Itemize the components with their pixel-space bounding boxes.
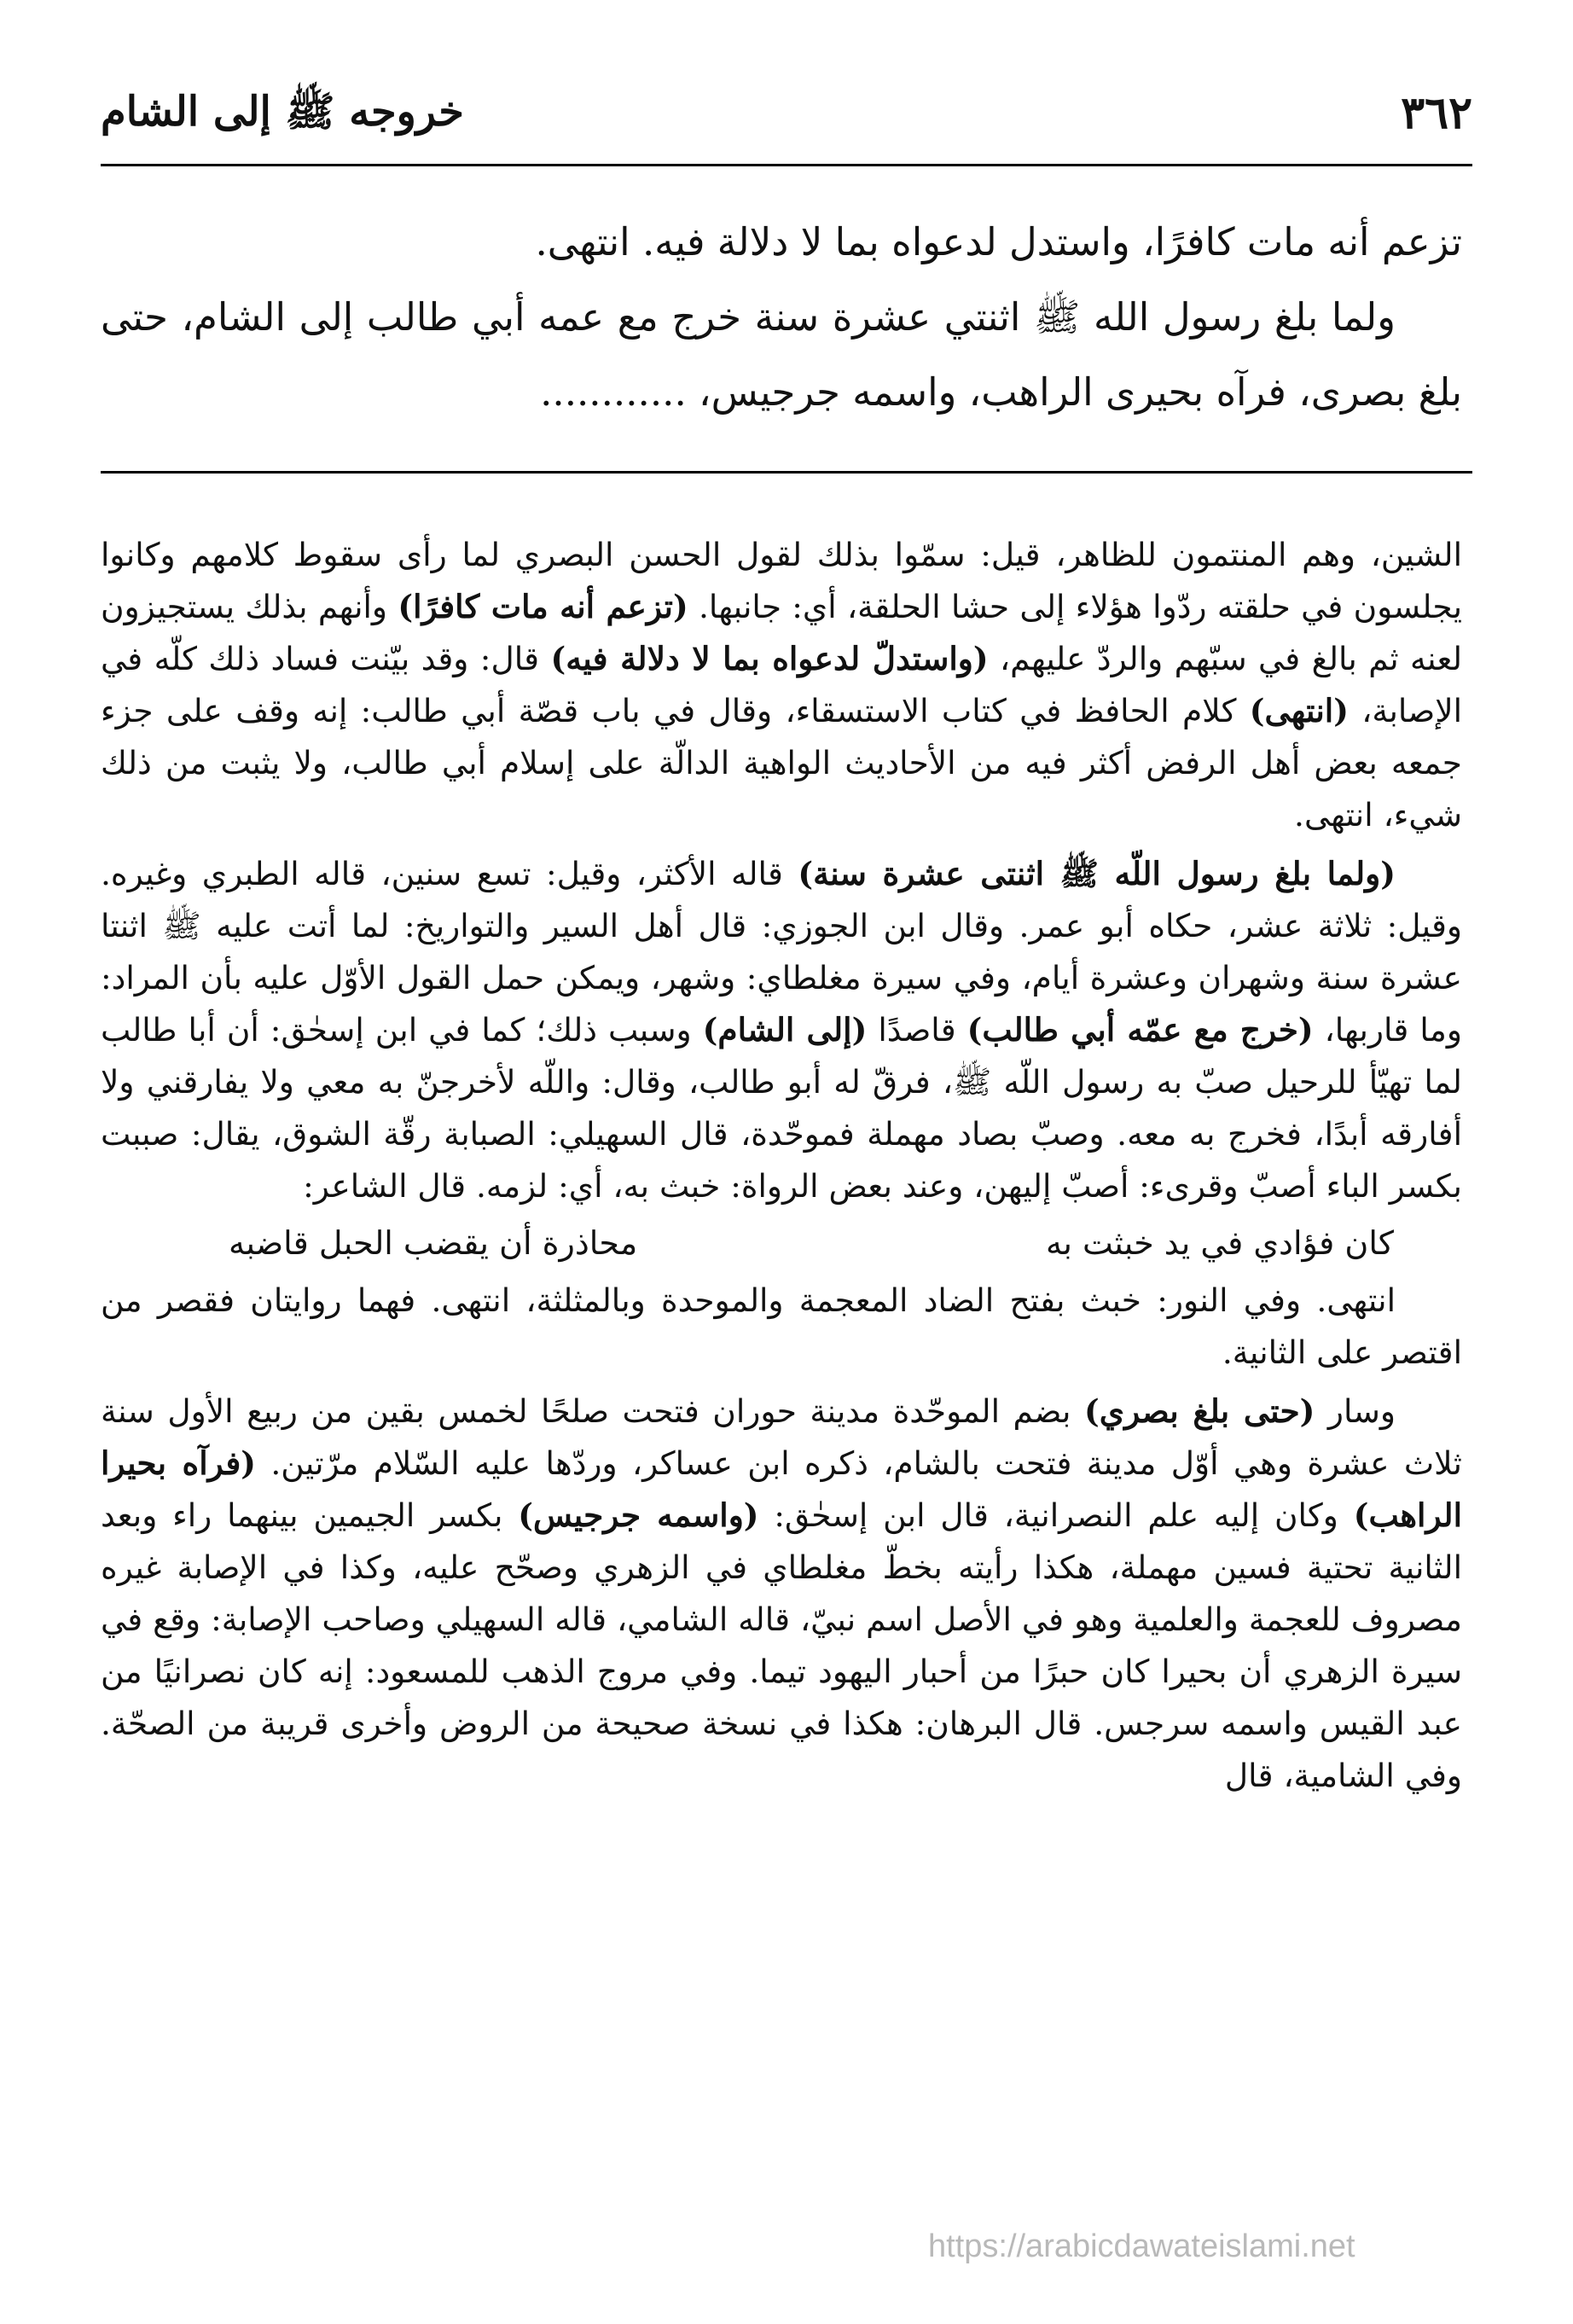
- text-segment: الشين، وهم المنتمون للظاهر، قيل: سمّوا بذلك لقول الحسن البصري لما رأى سقوط كلامهم وكانوا يجلسون في حلقته ردّوا هؤلاء إلى حشا الحلقة، أي: جانبها.: [101, 536, 1463, 625]
- text-segment: قال: وقد بيّنت فساد ذلك كلّه في الإصابة،: [101, 640, 1462, 729]
- main-text-line: تزعم أنه مات كافرًا، واستدل لدعواه بما لا دلالة فيه. انتهى.: [535, 219, 1462, 264]
- quoted-text-segment: (فرآه بحيرا الراهب): [101, 1444, 1462, 1534]
- quoted-text-segment: (انتهى): [1249, 692, 1349, 729]
- page-number: ٣٦٢: [1401, 87, 1472, 139]
- quoted-text-segment: (ولما بلغ رسول اللّه ﷺ اثنتى عشرة سنة): [798, 855, 1396, 892]
- running-title: خروجه ﷺ إلى الشام: [101, 88, 464, 136]
- commentary: [101, 529, 1462, 1802]
- commentary-paragraph: [101, 1386, 1462, 1802]
- text-segment: كلام الحافظ في كتاب الاستسقاء، وقال في باب قصّة أبي طالب: إنه وقف على جزء جمعه بعض أهل الرفض أكثر فيه من الأحاديث الواهية الدالّة على إسلام أبي طالب، ولا يثبت من ذلك شيء، انتهى.: [101, 692, 1462, 834]
- commentary-paragraph: [101, 1275, 1462, 1379]
- quoted-text-segment: (خرج مع عمّه أبي طالب): [966, 1011, 1314, 1049]
- quoted-text-segment: (واسمه جرجيس): [518, 1496, 759, 1534]
- quoted-text-segment: (تزعم أنه مات كافرًا): [398, 588, 688, 625]
- commentary-paragraph: [101, 848, 1462, 1212]
- quoted-text-segment: (إلى الشام): [702, 1011, 868, 1049]
- main-text-paragraph: ولما بلغ رسول الله ﷺ اثنتي عشرة سنة خرج مع عمه أبي طالب إلى الشام، حتى بلغ بصرى، فرآه بحيرى الراهب، واسمه جرجيس، ............: [101, 294, 1462, 415]
- text-segment: وأنهم بذلك يستجيزون لعنه ثم بالغ في سبّهم والردّ عليهم،: [101, 588, 1462, 677]
- text-segment: بكسر الجيمين بينهما راء وبعد الثانية تحتية فسين مهملة، هكذا رأيته بخطّ مغلطاي في الزهري وصحّح عليه، وكذا في الإصابة غيره مصروف للعجمة والعلمية وهو في الأصل اسم نبيّ، قاله الشامي، قاله السهيلي وصاحب الإصابة: وقع في سيرة الزهري أن بحيرا كان حبرًا من أحبار اليهود تيما. وفي مروج الذهب للمسعود: إنه كان نصرانيًا من عبد القيس واسمه سرجس. قال البرهان: هكذا في نسخة صحيحة من الروض وأخرى قريبة من الصحّة. وفي الشامية، قال: [101, 1496, 1462, 1794]
- text-segment: بضم الموحّدة مدينة حوران فتحت صلحًا لخمس بقين من ربيع الأول سنة ثلاث عشرة وهي أوّل مدينة فتحت بالشام، ذكره ابن عساكر، وردّها عليه السّلام مرّتين.: [101, 1392, 1462, 1482]
- text-segment: وسبب ذلك؛ كما في ابن إسحٰق: أن أبا طالب لما تهيّأ للرحيل صبّ به رسول اللّه ﷺ، فرقّ له أبو طالب، وقال: واللّه لأخرجنّ به معي ولا يفارقني ولا أفارقه أبدًا، فخرج به معه. وصبّ بصاد مهملة فموحّدة، قال السهيلي: الصبابة رقّة الشوق، يقال: صببت بكسر الباء أصبّ وقرىء: أصبّ إليهن، وعند بعض الرواة: خبث به، أي: لزمه. قال الشاعر:: [101, 1011, 1462, 1205]
- quoted-text-segment: (واستدلّ لدعواه بما لا دلالة فيه): [550, 640, 989, 677]
- text-segment: وكان إليه علم النصرانية، قال ابن إسحٰق:: [758, 1496, 1354, 1534]
- verse-second-hemistich: محاذرة أن يقضب الحبل قاضبه: [229, 1224, 638, 1262]
- commentary-paragraph: [101, 529, 1462, 841]
- text-segment: قاله الأكثر، وقيل: تسع سنين، قاله الطبري وغيره. وقيل: ثلاثة عشر، حكاه أبو عمر. وقال ابن الجوزي: قال أهل السير والتواريخ: لما أتت عليه ﷺ اثنتا عشرة سنة وشهران وعشرة أيام، وفي سيرة مغلطاي: وشهر، ويمكن حمل القول الأوّل عليه بأن المراد: وما قاربها،: [101, 855, 1462, 1049]
- poetry-verse: [101, 1212, 1462, 1275]
- text-separator: [101, 471, 1472, 474]
- text-segment: وسار: [1315, 1392, 1396, 1430]
- page-header: [101, 70, 1472, 166]
- text-segment: انتهى. وفي النور: خبث بفتح الضاد المعجمة والموحدة وبالمثلثة، انتهى. فهما روايتان فقصر من اقتصر على الثانية.: [101, 1281, 1462, 1371]
- text-segment: قاصدًا: [867, 1011, 967, 1049]
- watermark-url: https://arabicdawateislami.net: [928, 2228, 1355, 2264]
- quoted-text-segment: (حتى بلغ بصري): [1083, 1392, 1315, 1430]
- main-text: [101, 205, 1462, 430]
- verse-first-hemistich: كان فؤادي في يد خبثت به: [1045, 1224, 1394, 1262]
